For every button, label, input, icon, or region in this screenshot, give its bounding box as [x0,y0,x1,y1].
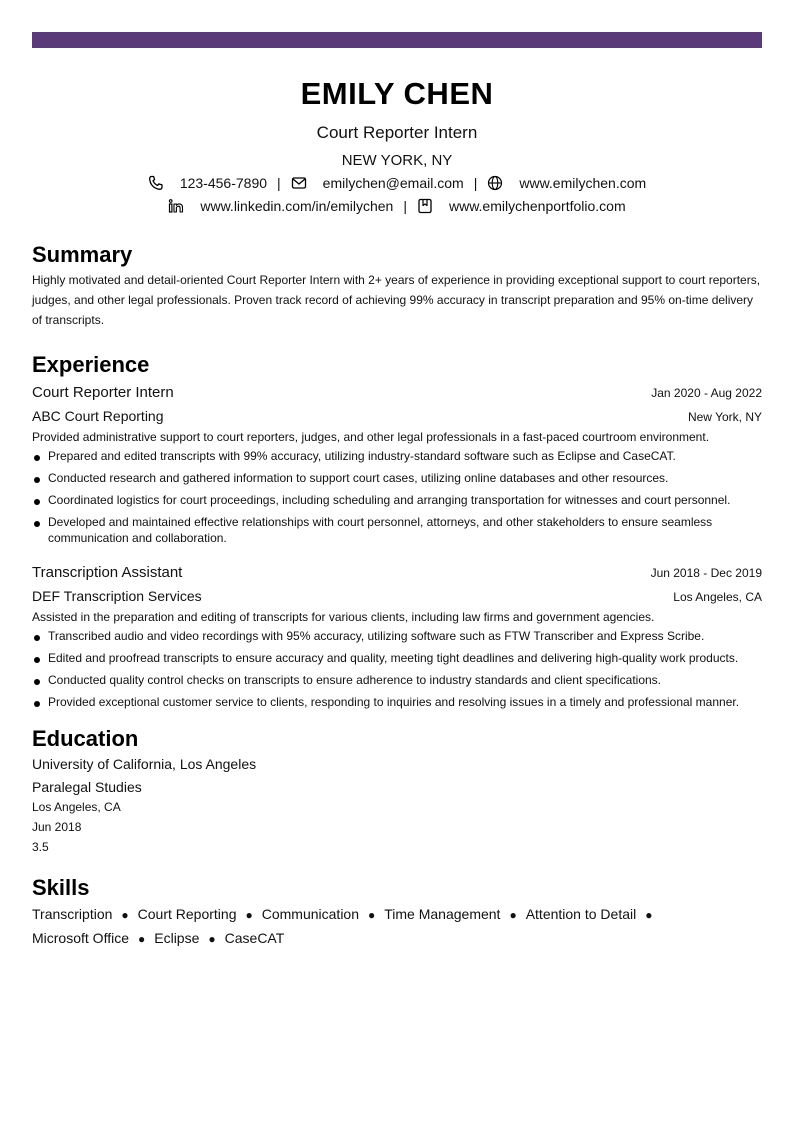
candidate-title: Court Reporter Intern [316,123,478,142]
website-link[interactable]: www.emilychen.com [519,175,647,191]
list-item: Transcribed audio and video recordings with 95% accuracy, utilizing software such as FTW Transcriber and Express Scribe. [32,628,762,644]
job-role: Transcription Assistant [32,564,183,581]
list-item: Developed and maintained effective relationships with court personnel, attorneys, and other stakeholders to ensure seamless communication and collaboration. [32,514,762,546]
skills-line-2 [32,927,762,951]
list-item: Coordinated logistics for court proceedings, including scheduling and arranging transportation for witnesses and court personnel. [32,492,762,508]
linkedin-icon [168,198,184,214]
resume-page [32,32,762,951]
skills-list [32,903,762,951]
skill-item: Communication [261,906,359,922]
skill-item: Microsoft Office [32,930,129,946]
candidate-name: EMILY CHEN [300,76,494,111]
accent-bar [32,32,762,48]
job-location: Los Angeles, CA [673,590,762,604]
list-item: Prepared and edited transcripts with 99% accuracy, utilizing industry-standard software such as Eclipse and CaseCAT. [32,448,762,464]
skill-separator: ● [368,908,376,922]
job-company: DEF Transcription Services [32,588,202,604]
education-heading: Education [32,726,139,751]
job-description: Provided administrative support to court reporters, judges, and other legal professionals in a fast-paced courtroom environment. [32,430,710,444]
email-icon [291,175,307,191]
job-description: Assisted in the preparation and editing of transcripts for various clients, including law firms and government agencies. [32,610,655,624]
experience-section [32,352,762,710]
list-item: Provided exceptional customer service to clients, responding to inquiries and resolving issues in a timely and professional manner. [32,694,762,710]
skill-item: CaseCAT [224,930,285,946]
skills-heading: Skills [32,875,90,900]
list-item: Conducted quality control checks on transcripts to ensure adherence to industry standards and client specifications. [32,672,762,688]
resume-header [32,76,762,216]
job-entry [32,382,762,546]
job-location: New York, NY [687,410,762,424]
job-dates: Jun 2018 - Dec 2019 [650,566,762,580]
skills-line-1 [32,903,762,927]
summary-text: Highly motivated and detail-oriented Court Reporter Intern with 2+ years of experience in providing exceptional support to court reporters, judges, and other legal professionals. Proven track record of achieving 99% accuracy in transcript preparation and 95% on-time delivery of transcripts. [32,273,761,327]
education-gpa: 3.5 [32,840,49,854]
email-address[interactable]: emilychen@email.com [322,175,464,191]
job-company: ABC Court Reporting [32,408,164,424]
skill-separator: ● [245,908,253,922]
job-dates: Jan 2020 - Aug 2022 [651,386,762,400]
skill-separator: ● [509,908,517,922]
globe-icon [487,175,503,191]
education-date: Jun 2018 [32,820,82,834]
contact-row-2 [32,196,762,216]
contact-row-1 [32,173,762,193]
job-role: Court Reporter Intern [32,384,174,401]
skill-separator: ● [208,932,216,946]
skill-item: Court Reporting [137,906,237,922]
education-school: University of California, Los Angeles [32,756,257,772]
job-bullets [32,628,762,710]
phone-icon [148,175,164,191]
skill-separator: ● [645,908,653,922]
list-item: Edited and proofread transcripts to ensure accuracy and quality, meeting tight deadlines and delivering high-quality work products. [32,650,762,666]
skill-separator: ● [121,908,129,922]
skill-item: Eclipse [154,930,200,946]
job-bullets [32,448,762,546]
separator: | [473,175,478,191]
separator: | [403,198,407,214]
summary-heading: Summary [32,242,133,267]
education-location: Los Angeles, CA [32,800,121,814]
portfolio-link[interactable]: www.emilychenportfolio.com [448,198,626,214]
skill-item: Transcription [32,906,113,922]
skills-section [32,875,762,951]
skill-item: Time Management [384,906,501,922]
summary-section [32,242,762,330]
linkedin-link[interactable]: www.linkedin.com/in/emilychen [200,198,394,214]
list-item: Conducted research and gathered information to support court cases, utilizing online databases and other resources. [32,470,762,486]
separator: | [277,175,281,191]
education-field: Paralegal Studies [32,779,142,795]
phone-number[interactable]: 123-456-7890 [179,175,268,191]
skill-separator: ● [138,932,146,946]
education-section [32,726,762,857]
job-entry [32,562,762,710]
portfolio-icon [417,198,433,214]
candidate-location: NEW YORK, NY [341,152,453,169]
experience-heading: Experience [32,352,150,377]
skill-item: Attention to Detail [525,906,637,922]
